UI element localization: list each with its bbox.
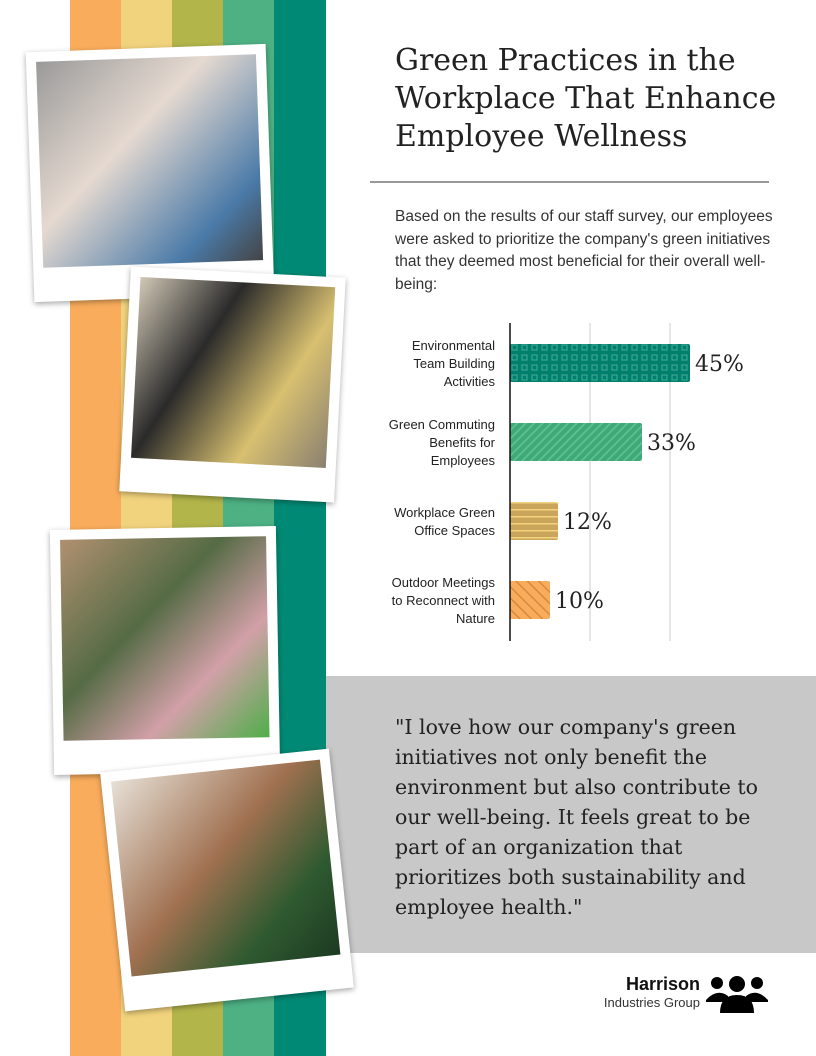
bar-chart	[370, 323, 790, 641]
brand-name-block	[570, 974, 700, 1010]
bar	[510, 502, 558, 540]
photo-cyclist	[26, 44, 275, 302]
brand-name: Harrison	[625, 974, 700, 994]
intro-text: Based on the results of our staff survey, our employees were asked to prioritize the company's green initiatives that they deemed most beneficial for their overall well-being:	[395, 208, 773, 293]
photo-watering-plants	[100, 749, 354, 1012]
category-label: Environmental Team Building Activities	[411, 338, 495, 389]
photo-walking-coworkers	[119, 267, 345, 503]
bar	[510, 344, 690, 382]
bar-value-label: 45%	[695, 352, 744, 377]
category-label: Outdoor Meetings to Reconnect with Nature	[391, 575, 495, 626]
bar-value-label: 10%	[555, 589, 604, 614]
bar-value-label: 33%	[647, 431, 696, 456]
bar-value-label: 12%	[563, 510, 612, 535]
people-group-icon	[706, 975, 768, 1015]
title-divider	[370, 181, 769, 183]
page-title: Green Practices in the Workplace That Enhance Employee Wellness	[395, 43, 777, 154]
bar	[510, 581, 550, 619]
brand-subtitle: Industries Group	[603, 995, 700, 1010]
testimonial-quote: "I love how our company's green initiatives not only benefit the environment but also contribute to our well-being. It feels great to be part of an organization that prioritizes both sustainability and employee health."	[395, 715, 758, 919]
category-label: Green Commuting Benefits for Employees	[388, 417, 495, 468]
bar	[510, 423, 642, 461]
category-label: Workplace Green Office Spaces	[394, 505, 495, 538]
photo-recycling	[50, 526, 280, 775]
